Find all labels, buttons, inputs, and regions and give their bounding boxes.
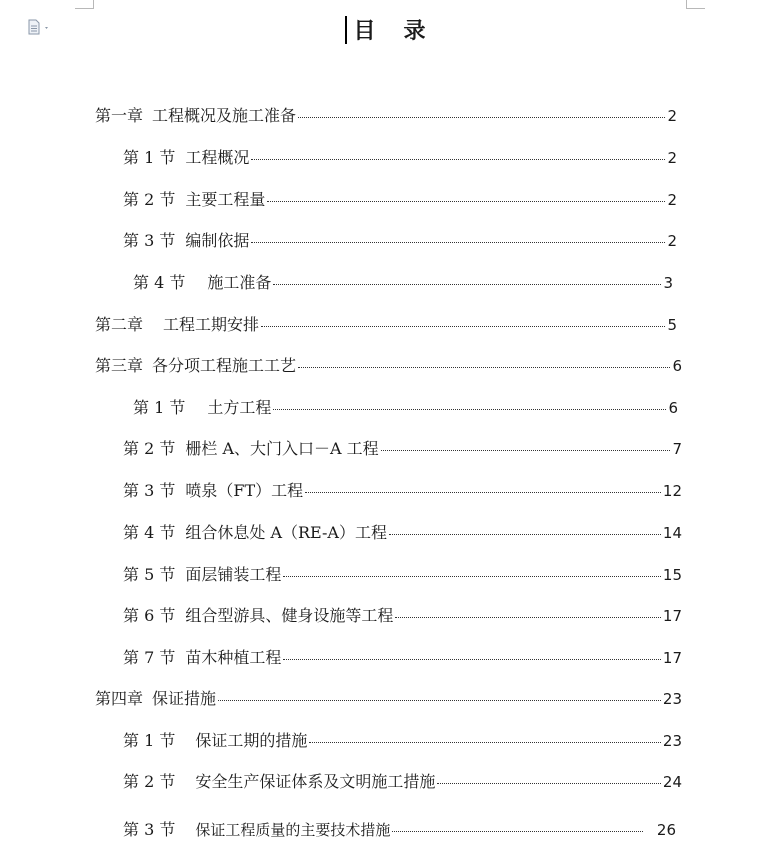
toc-entry[interactable] [123, 603, 682, 626]
toc-entry-page: 24 [662, 773, 682, 791]
toc-entry-title: 各分项工程施工工艺 [152, 356, 297, 375]
toc-entry-title: 施工准备 [207, 273, 272, 292]
toc-entry-page: 26 [656, 821, 676, 839]
toc-entry[interactable] [95, 312, 677, 335]
toc-entry-title: 保证工程质量的主要技术措施 [195, 821, 391, 839]
toc-entry-page: 23 [662, 690, 682, 708]
toc-entry-title: 安全生产保证体系及文明施工措施 [195, 772, 436, 791]
toc-entry-page: 6 [672, 357, 682, 375]
toc-entry[interactable] [123, 187, 677, 210]
toc-entry-title: 工程概况及施工准备 [152, 106, 297, 125]
toc-entry-label: 第二章 [95, 315, 144, 334]
toc-entry-title: 组合休息处 A（RE-A）工程 [185, 523, 387, 542]
toc-entry-label: 第 2 节 [123, 439, 176, 458]
toc-entry-page: 17 [662, 649, 682, 667]
toc-entry-label: 第 7 节 [123, 648, 176, 667]
toc-entry-page: 2 [667, 191, 677, 209]
toc-entry-label: 第 6 节 [123, 606, 176, 625]
toc-entry-title: 保证工期的措施 [195, 731, 308, 750]
toc-entry-label: 第 2 节 [123, 190, 176, 209]
toc-entry[interactable] [123, 145, 677, 168]
toc-entry-title: 工程概况 [185, 148, 250, 167]
toc-entry[interactable] [95, 103, 677, 126]
toc-entry-label: 第 3 节 [123, 231, 176, 250]
toc-entry-page: 12 [662, 482, 682, 500]
toc-entry[interactable] [95, 353, 682, 376]
text-cursor [345, 16, 347, 44]
toc-leader-dots [251, 158, 665, 160]
title-char-1: 目 [353, 18, 378, 44]
toc-entry-label: 第 1 节 [123, 148, 176, 167]
toc-leader-dots [305, 491, 661, 493]
toc-entry[interactable] [123, 520, 682, 543]
toc-leader-dots [392, 830, 643, 832]
toc-entry[interactable] [123, 478, 682, 501]
toc-entry[interactable] [123, 436, 682, 459]
toc-entry-page: 14 [662, 524, 682, 542]
toc-leader-dots [251, 241, 665, 243]
toc-entry-page: 5 [667, 316, 677, 334]
toc-entry-label: 第一章 [95, 106, 144, 125]
toc-entry-label: 第 1 节 [133, 398, 186, 417]
toc-entry[interactable] [123, 817, 676, 840]
page-corner-mark-left [75, 0, 94, 9]
toc-entry-page: 7 [672, 440, 682, 458]
toc-entry-title: 面层铺装工程 [185, 565, 282, 584]
toc-entry-page: 6 [668, 399, 678, 417]
toc-leader-dots [298, 116, 665, 118]
toc-entry-page: 3 [663, 274, 673, 292]
toc-entry-label: 第 1 节 [123, 731, 176, 750]
toc-entry[interactable] [95, 686, 682, 709]
toc-leader-dots [437, 782, 661, 784]
toc-leader-dots [273, 283, 661, 285]
toc-leader-dots [389, 533, 661, 535]
toc-entry-title: 编制依据 [185, 231, 250, 250]
toc-entry[interactable] [123, 769, 682, 792]
toc-leader-dots [298, 366, 670, 368]
toc-leader-dots [283, 658, 661, 660]
toc-entry-label: 第三章 [95, 356, 144, 375]
toc-leader-dots [218, 699, 661, 701]
toc-entry[interactable] [133, 270, 673, 293]
toc-entry-label: 第 5 节 [123, 565, 176, 584]
page-title [0, 14, 781, 45]
toc-entry-title: 保证措施 [152, 689, 217, 708]
toc-entry-label: 第 4 节 [133, 273, 186, 292]
toc-leader-dots [309, 741, 661, 743]
toc-entry-title: 土方工程 [207, 398, 272, 417]
toc-leader-dots [267, 200, 665, 202]
toc-entry-label: 第 3 节 [123, 820, 176, 839]
toc-entry[interactable] [123, 728, 682, 751]
toc-entry-label: 第 3 节 [123, 481, 176, 500]
toc-entry-page: 15 [662, 566, 682, 584]
toc-entry-page: 2 [667, 232, 677, 250]
toc-entry-title: 工程工期安排 [163, 315, 260, 334]
toc-entry[interactable] [133, 395, 678, 418]
toc-entry-title: 组合型游具、健身设施等工程 [185, 606, 394, 625]
toc-entry-title: 主要工程量 [185, 190, 266, 209]
toc-entry-label: 第四章 [95, 689, 144, 708]
toc-entry-title: 苗木种植工程 [185, 648, 282, 667]
toc-entry[interactable] [123, 562, 682, 585]
page-corner-mark-right [686, 0, 705, 9]
toc-leader-dots [381, 449, 671, 451]
toc-entry-label: 第 4 节 [123, 523, 176, 542]
toc-entry-page: 17 [662, 607, 682, 625]
toc-leader-dots [283, 575, 661, 577]
toc-leader-dots [395, 616, 661, 618]
toc-entry-label: 第 2 节 [123, 772, 176, 791]
toc-entry-title: 栅栏 A、大门入口－A 工程 [185, 439, 379, 458]
toc-entry-page: 2 [667, 149, 677, 167]
toc-leader-dots [273, 408, 666, 410]
title-char-2: 录 [403, 18, 428, 44]
toc-leader-dots [261, 325, 665, 327]
toc-entry-page: 23 [662, 732, 682, 750]
toc-entry[interactable] [123, 645, 682, 668]
toc-entry-title: 喷泉（FT）工程 [185, 481, 304, 500]
toc-entry-page: 2 [667, 107, 677, 125]
toc-entry[interactable] [123, 228, 677, 251]
